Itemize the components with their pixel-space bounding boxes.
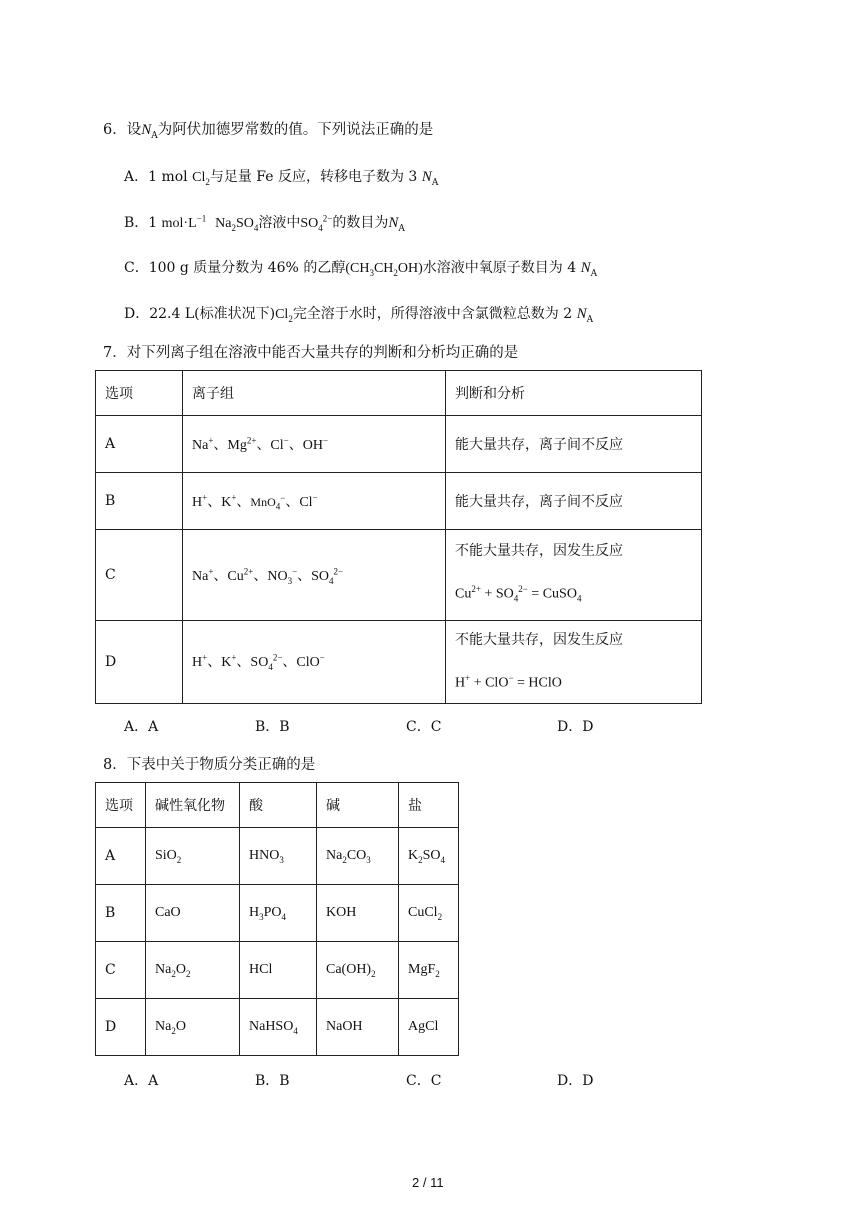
analysis: 能大量共存，离子间不反应 xyxy=(446,473,702,530)
table-row xyxy=(96,942,459,999)
base: $Na_2CO_3$ xyxy=(317,828,399,885)
salt: CuCl$_2$ xyxy=(399,885,459,942)
table-row xyxy=(96,885,459,942)
basic-oxide: $Na_2O_2$ xyxy=(146,942,240,999)
q8-stem: 8．下表中关于物质分类正确的是 xyxy=(103,757,316,773)
base: KOH xyxy=(317,885,399,942)
table-row xyxy=(96,371,702,416)
analysis: 不能大量共存，因发生反应 $Cu^{2+} + SO_4^{2-}$ = CuSO$_4$ xyxy=(446,530,702,621)
q6-option-d: D．22.4 L(标准状况下)$Cl_2$完全溶于水时，所得溶液中含氯微粒总数为 2 $N_A$ xyxy=(124,306,594,325)
row-label: D xyxy=(96,621,183,704)
table-row xyxy=(96,621,702,704)
equation: $Cu^{2+} + SO_4^{2-}$ = CuSO$_4$ xyxy=(455,584,582,604)
table-row xyxy=(96,828,459,885)
acid: $H_3PO_4$ xyxy=(240,885,317,942)
salt: $K_2SO_4$ xyxy=(399,828,459,885)
table-header: 盐 xyxy=(399,783,459,828)
table-header: 酸 xyxy=(240,783,317,828)
analysis: 能大量共存，离子间不反应 xyxy=(446,416,702,473)
row-label: D xyxy=(96,999,146,1056)
equation: H+ + ClO− = HClO xyxy=(455,673,562,691)
ion-group: H+、K+、MnO$_4$−、Cl− xyxy=(183,473,446,530)
answer-option: C．C xyxy=(406,1073,442,1089)
q7-table xyxy=(95,370,702,704)
table-header: 离子组 xyxy=(183,371,446,416)
q6-option-b: B．1 $mol\cdot L^{-1}$ $Na_2SO_4$溶液中$SO_4^{2-}$的数目为$N_A$ xyxy=(124,213,405,234)
basic-oxide: CaO xyxy=(146,885,240,942)
row-label: B xyxy=(96,885,146,942)
q6-stem: 6．设$N_A$为阿伏加德罗常数的值。下列说法正确的是 xyxy=(103,122,434,141)
acid: NaHSO$_4$ xyxy=(240,999,317,1056)
answer-option: A．A xyxy=(124,1073,159,1089)
basic-oxide: SiO$_2$ xyxy=(146,828,240,885)
table-row xyxy=(96,416,702,473)
q8-table xyxy=(95,782,459,1056)
ion-group: Na+、$Mg^{2+}$、Cl−、OH− xyxy=(183,416,446,473)
table-header: 选项 xyxy=(96,783,146,828)
row-label: C xyxy=(96,530,183,621)
ion-group: Na+、$Cu^{2+}$、$NO_3^-$、$SO_4^{2-}$ xyxy=(183,530,446,621)
row-label: C xyxy=(96,942,146,999)
analysis: 不能大量共存，因发生反应 H+ + ClO− = HClO xyxy=(446,621,702,704)
salt: MgF$_2$ xyxy=(399,942,459,999)
row-label: A xyxy=(96,416,183,473)
acid: HCl xyxy=(240,942,317,999)
q7-stem: 7．对下列离子组在溶液中能否大量共存的判断和分析均正确的是 xyxy=(103,345,519,361)
base: $Ca(OH)_2$ xyxy=(317,942,399,999)
salt: AgCl xyxy=(399,999,459,1056)
answer-option: A．A xyxy=(124,719,159,735)
table-header: 碱 xyxy=(317,783,399,828)
ion-group: H+、K+、$SO_4^{2-}$、ClO− xyxy=(183,621,446,704)
table-header: 判断和分析 xyxy=(446,371,702,416)
answer-option: B．B xyxy=(255,1073,290,1089)
answer-option: D．D xyxy=(557,719,594,735)
table-row xyxy=(96,473,702,530)
table-header: 选项 xyxy=(96,371,183,416)
table-row xyxy=(96,530,702,621)
row-label: A xyxy=(96,828,146,885)
base: NaOH xyxy=(317,999,399,1056)
basic-oxide: $Na_2O$ xyxy=(146,999,240,1056)
table-header: 碱性氧化物 xyxy=(146,783,240,828)
answer-option: C．C xyxy=(406,719,442,735)
table-row xyxy=(96,999,459,1056)
answer-option: D．D xyxy=(557,1073,594,1089)
acid: $HNO_3$ xyxy=(240,828,317,885)
row-label: B xyxy=(96,473,183,530)
q6-option-c: C．100 g 质量分数为 46% 的乙醇$(CH_3CH_2OH)$水溶液中氧原子数目为 4 $N_A$ xyxy=(124,260,598,279)
page-number: 2 / 11 xyxy=(412,1175,444,1190)
table-row xyxy=(96,783,459,828)
answer-option: B．B xyxy=(255,719,290,735)
q6-option-a: A．1 mol $Cl_2$与足量 Fe 反应，转移电子数为 3 $N_A$ xyxy=(124,169,439,188)
